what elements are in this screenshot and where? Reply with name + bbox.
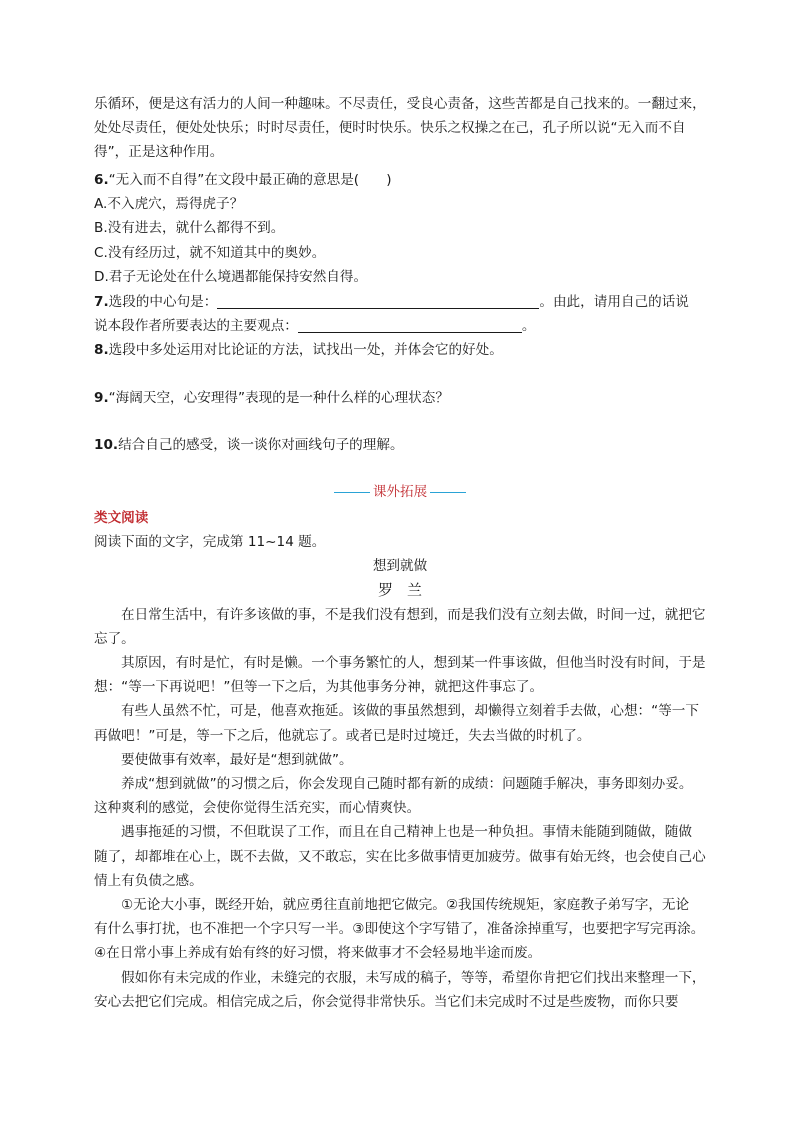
- option-a: A.不入虎穴，焉得虎子？: [94, 196, 244, 213]
- paragraph-line: 这种爽利的感觉，会使你觉得生活充实，而心情爽快。: [94, 800, 421, 817]
- paragraph-line: 有什么事打扰，也不准把一个字只写一半。③即使这个字写错了，准备涂掉重写，也要把字写完再涂。: [94, 921, 705, 938]
- paragraph-line: ①无论大小事，既经开始，就应勇往直前地把它做完。②我国传统规矩，家庭教子弟写字，无论: [121, 897, 690, 914]
- question-number: 8.: [94, 342, 109, 358]
- paragraph-line: 养成“想到就做”的习惯之后，你会发现自己随时都有新的成绩：问题随手解决，事务即刻办妥。: [121, 776, 693, 793]
- question-6: [94, 168, 706, 289]
- article-block: [94, 530, 706, 1014]
- question-number: 9.: [94, 390, 109, 406]
- question-number: 10.: [94, 437, 119, 453]
- answer-blank[interactable]: [298, 316, 522, 333]
- question-number: 6.: [94, 172, 109, 188]
- question-text: 选段的中心句是：: [108, 294, 218, 310]
- question-text: 说本段作者所要表达的主要观点：: [94, 318, 298, 335]
- passage-line: 得”，正是这种作用。: [94, 144, 224, 161]
- article-author: 罗兰: [377, 581, 436, 600]
- question-stem: “无入而不自得”在文段中最正确的意思是( ): [108, 172, 392, 188]
- paragraph-line: 随了，却都堆在心上，既不去做，又不敢忘，实在比多做事情更加疲劳。做事有始无终，也会使自己心: [94, 848, 706, 865]
- passage-line: 乐循环，便是这有活力的人间一种趣味。不尽责任，受良心责备，这些苦都是自己找来的。一翻过来，: [94, 96, 706, 112]
- answer-blank[interactable]: [217, 292, 539, 309]
- paragraph-line: 其原因，有时是忙，有时是懒。一个事务繁忙的人，想到某一件事该做，但他当时没有时间，于是: [121, 655, 706, 672]
- paragraph-line: 假如你有未完成的作业，未缝完的衣服，未写成的稿子，等等，希望你肯把它们找出来整理一下，: [121, 969, 706, 986]
- paragraph-line: 情上有负债之感。: [94, 872, 203, 889]
- question-9: [94, 386, 706, 410]
- option-b: B.没有进去，就什么都得不到。: [94, 220, 285, 237]
- divider: [334, 492, 370, 493]
- paragraph-line: 再做吧！”可是，等一下之后，他就忘了。或者已是时过境迁，失去当做的时机了。: [94, 727, 591, 744]
- paragraph-line: 要使做事有效率，最好是“想到就做”。: [121, 751, 353, 768]
- article-title: 想到就做: [372, 558, 428, 575]
- question-text: 结合自己的感受，谈一谈你对画线句子的理解。: [118, 437, 404, 453]
- instruction: 阅读下面的文字，完成第 11~14 题。: [94, 534, 326, 550]
- section-heading: [94, 482, 706, 502]
- passage-line: 处处尽责任，便处处快乐；时时尽责任，便时时快乐。快乐之权操之在己，孔子所以说“无入而不自: [94, 120, 686, 137]
- paragraph-line: 想：“等一下再说吧！”但等一下之后，为其他事务分神，就把这件事忘了。: [94, 679, 544, 696]
- paragraph-line: 遇事拖延的习惯，不但耽误了工作，而且在自己精神上也是一种负担。事情未能随到随做，随做: [121, 824, 692, 841]
- question-text: 。: [521, 318, 536, 335]
- question-8: [94, 338, 706, 362]
- option-c: C.没有经历过，就不知道其中的奥妙。: [94, 244, 326, 261]
- category-label: 类文阅读: [94, 510, 149, 526]
- question-text: 。由此，请用自己的话说: [539, 294, 689, 310]
- paragraph-line: 忘了。: [94, 630, 135, 647]
- paragraph-line: 有些人虽然不忙，可是，他喜欢拖延。该做的事虽然想到，却懒得立刻着手去做，心想：“等一下: [121, 703, 699, 720]
- section-title: 课外拓展: [372, 484, 428, 500]
- question-text: “海阔天空，心安理得”表现的是一种什么样的心理状态？: [108, 390, 449, 406]
- paragraph-line: 安心去把它们完成。相信完成之后，你会觉得非常快乐。当它们未完成时不过是些废物，而你只要: [94, 993, 679, 1010]
- paragraph-line: ④在日常小事上养成有始有终的好习惯，将来做事才不会轻易地半途而废。: [94, 945, 542, 962]
- question-number: 7.: [94, 294, 109, 310]
- question-7: [94, 290, 706, 338]
- option-d: D.君子无论处在什么境遇都能保持安然自得。: [94, 268, 368, 285]
- question-text: 选段中多处运用对比论证的方法，试找出一处，并体会它的好处。: [108, 342, 503, 358]
- divider: [430, 492, 466, 493]
- top-passage: [94, 92, 706, 165]
- paragraph-line: 在日常生活中，有许多该做的事，不是我们没有想到，而是我们没有立刻去做，时间一过，就把它: [121, 606, 706, 623]
- question-10: [94, 433, 706, 457]
